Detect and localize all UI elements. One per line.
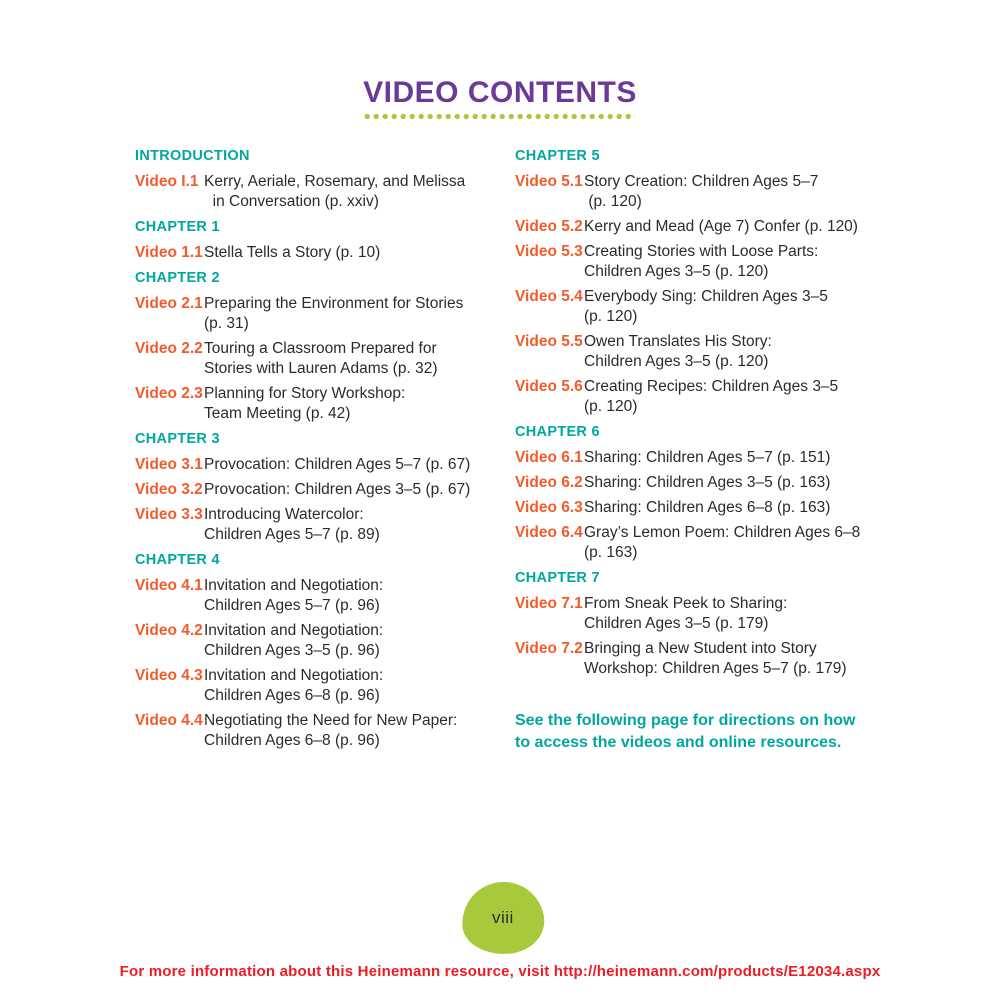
video-title-line: (p. 163) bbox=[584, 544, 638, 561]
video-label: Video 4.1 bbox=[135, 577, 203, 594]
video-title bbox=[584, 523, 891, 563]
video-entry bbox=[515, 287, 891, 327]
video-title-line: Children Ages 3–5 (p. 120) bbox=[584, 263, 769, 280]
video-label: Video 5.1 bbox=[515, 173, 583, 190]
video-entry bbox=[135, 711, 515, 751]
chapter-section bbox=[135, 217, 515, 263]
right-column-sections bbox=[515, 146, 891, 679]
video-entry bbox=[515, 217, 891, 237]
video-label: Video 3.2 bbox=[135, 481, 203, 498]
video-title-line: Introducing Watercolor: bbox=[204, 506, 364, 523]
video-title bbox=[584, 377, 891, 417]
video-label: Video I.1 bbox=[135, 173, 199, 190]
video-title-line: Children Ages 6–8 (p. 96) bbox=[204, 732, 380, 749]
video-label: Video 5.2 bbox=[515, 218, 583, 235]
video-label: Video 4.4 bbox=[135, 712, 203, 729]
video-entry bbox=[515, 639, 891, 679]
video-entry bbox=[515, 172, 891, 212]
access-note: See the following page for directions on how to access the videos and online resources. bbox=[515, 712, 856, 751]
video-entry bbox=[515, 332, 891, 372]
video-title-line: Children Ages 3–5 (p. 179) bbox=[584, 615, 769, 632]
video-label: Video 4.3 bbox=[135, 667, 203, 684]
video-entry bbox=[135, 384, 515, 424]
dotted-divider bbox=[364, 113, 635, 120]
chapter-section bbox=[135, 429, 515, 545]
video-title bbox=[204, 505, 515, 545]
video-title-line: Touring a Classroom Prepared for bbox=[204, 340, 437, 357]
chapter-heading: CHAPTER 2 bbox=[135, 270, 220, 286]
video-entry bbox=[135, 480, 515, 500]
video-title bbox=[584, 639, 891, 679]
video-label: Video 7.2 bbox=[515, 640, 583, 657]
video-title-line: From Sneak Peek to Sharing: bbox=[584, 595, 788, 612]
video-title bbox=[204, 711, 515, 751]
video-title bbox=[584, 172, 891, 212]
video-entry bbox=[135, 621, 515, 661]
video-title-line: Workshop: Children Ages 5–7 (p. 179) bbox=[584, 660, 847, 677]
video-label: Video 3.3 bbox=[135, 506, 203, 523]
right-column bbox=[515, 146, 891, 756]
video-title-line: Bringing a New Student into Story bbox=[584, 640, 817, 657]
chapter-section bbox=[135, 268, 515, 424]
video-label: Video 5.4 bbox=[515, 288, 583, 305]
chapter-section bbox=[135, 146, 515, 212]
video-title-line: Kerry and Mead (Age 7) Confer (p. 120) bbox=[584, 218, 858, 235]
left-column bbox=[135, 146, 515, 756]
video-label: Video 2.1 bbox=[135, 295, 203, 312]
video-title bbox=[204, 243, 515, 263]
video-title bbox=[204, 384, 515, 424]
footer-resource-link: For more information about this Heinemann resource, visit http://heinemann.com/products/E12034.aspx bbox=[119, 963, 881, 980]
video-title bbox=[204, 172, 515, 212]
chapter-heading: CHAPTER 4 bbox=[135, 552, 220, 568]
video-entry bbox=[135, 243, 515, 263]
video-title-line: Negotiating the Need for New Paper: bbox=[204, 712, 458, 729]
video-title-line: Children Ages 5–7 (p. 89) bbox=[204, 526, 380, 543]
video-label: Video 5.5 bbox=[515, 333, 583, 350]
video-title-line: (p. 120) bbox=[584, 308, 638, 325]
page-number-badge bbox=[460, 879, 547, 957]
video-title-line: Children Ages 5–7 (p. 96) bbox=[204, 597, 380, 614]
video-entry bbox=[515, 448, 891, 468]
chapter-section bbox=[135, 550, 515, 751]
video-entry bbox=[515, 377, 891, 417]
video-title bbox=[204, 294, 515, 334]
video-title-line: Invitation and Negotiation: bbox=[204, 577, 384, 594]
video-title-line: Sharing: Children Ages 6–8 (p. 163) bbox=[584, 499, 831, 516]
video-title-line: Sharing: Children Ages 3–5 (p. 163) bbox=[584, 474, 831, 491]
page-number: viii bbox=[492, 908, 514, 927]
video-title-line: Creating Stories with Loose Parts: bbox=[584, 243, 819, 260]
video-label: Video 2.3 bbox=[135, 385, 203, 402]
video-title-line: Team Meeting (p. 42) bbox=[204, 405, 351, 422]
chapter-heading: CHAPTER 1 bbox=[135, 219, 220, 235]
video-entry bbox=[515, 523, 891, 563]
video-title-line: (p. 120) bbox=[584, 398, 638, 415]
video-entry bbox=[135, 505, 515, 545]
video-entry bbox=[135, 172, 515, 212]
chapter-heading: CHAPTER 3 bbox=[135, 431, 220, 447]
video-entry bbox=[515, 594, 891, 634]
video-label: Video 6.4 bbox=[515, 524, 583, 541]
video-title-line: Stories with Lauren Adams (p. 32) bbox=[204, 360, 438, 377]
video-entry bbox=[135, 339, 515, 379]
chapter-heading: INTRODUCTION bbox=[135, 148, 250, 164]
video-title bbox=[584, 287, 891, 327]
video-label: Video 4.2 bbox=[135, 622, 203, 639]
video-title bbox=[204, 666, 515, 706]
video-label: Video 7.1 bbox=[515, 595, 583, 612]
video-title bbox=[204, 621, 515, 661]
video-title-line: Children Ages 6–8 (p. 96) bbox=[204, 687, 380, 704]
page-title: VIDEO CONTENTS bbox=[363, 76, 637, 109]
video-title-line: Planning for Story Workshop: bbox=[204, 385, 406, 402]
video-label: Video 3.1 bbox=[135, 456, 203, 473]
video-title-line: Invitation and Negotiation: bbox=[204, 622, 384, 639]
video-label: Video 1.1 bbox=[135, 244, 203, 261]
chapter-section bbox=[515, 568, 891, 679]
video-entry bbox=[515, 242, 891, 282]
chapter-heading: CHAPTER 6 bbox=[515, 424, 600, 440]
video-title-line: Owen Translates His Story: bbox=[584, 333, 772, 350]
video-title-line: Provocation: Children Ages 3–5 (p. 67) bbox=[204, 481, 471, 498]
video-title-line: Invitation and Negotiation: bbox=[204, 667, 384, 684]
chapter-section bbox=[515, 146, 891, 417]
video-title bbox=[204, 339, 515, 379]
video-entry bbox=[135, 294, 515, 334]
video-title-line: Children Ages 3–5 (p. 120) bbox=[584, 353, 769, 370]
chapter-heading: CHAPTER 5 bbox=[515, 148, 600, 164]
video-entry bbox=[515, 473, 891, 493]
video-title bbox=[204, 480, 515, 500]
video-title bbox=[584, 473, 891, 493]
video-title-line: Provocation: Children Ages 5–7 (p. 67) bbox=[204, 456, 471, 473]
video-title bbox=[584, 448, 891, 468]
video-title-line: Story Creation: Children Ages 5–7 bbox=[584, 173, 819, 190]
video-title-line: in Conversation (p. xxiv) bbox=[204, 193, 379, 210]
video-title-line: Kerry, Aeriale, Rosemary, and Melissa bbox=[204, 173, 466, 190]
video-title bbox=[204, 455, 515, 475]
video-title bbox=[584, 594, 891, 634]
video-label: Video 5.3 bbox=[515, 243, 583, 260]
video-entry bbox=[135, 666, 515, 706]
video-entry bbox=[135, 455, 515, 475]
chapter-heading: CHAPTER 7 bbox=[515, 570, 600, 586]
video-title bbox=[584, 498, 891, 518]
chapter-section bbox=[515, 422, 891, 563]
video-label: Video 5.6 bbox=[515, 378, 583, 395]
video-title-line: (p. 31) bbox=[204, 315, 249, 332]
video-title-line: Creating Recipes: Children Ages 3–5 bbox=[584, 378, 839, 395]
video-title-line: Stella Tells a Story (p. 10) bbox=[204, 244, 381, 261]
video-title bbox=[584, 332, 891, 372]
video-title bbox=[204, 576, 515, 616]
video-title-line: Everybody Sing: Children Ages 3–5 bbox=[584, 288, 828, 305]
video-title bbox=[584, 242, 891, 282]
video-entry bbox=[515, 498, 891, 518]
video-label: Video 6.2 bbox=[515, 474, 583, 491]
contents-columns bbox=[135, 146, 891, 756]
video-title-line: Sharing: Children Ages 5–7 (p. 151) bbox=[584, 449, 831, 466]
video-title-line: Children Ages 3–5 (p. 96) bbox=[204, 642, 380, 659]
video-entry bbox=[135, 576, 515, 616]
video-label: Video 6.1 bbox=[515, 449, 583, 466]
video-title-line: Preparing the Environment for Stories bbox=[204, 295, 464, 312]
video-label: Video 2.2 bbox=[135, 340, 203, 357]
video-title-line: (p. 120) bbox=[584, 193, 642, 210]
video-label: Video 6.3 bbox=[515, 499, 583, 516]
video-title-line: Gray’s Lemon Poem: Children Ages 6–8 bbox=[584, 524, 861, 541]
video-title bbox=[584, 217, 891, 237]
